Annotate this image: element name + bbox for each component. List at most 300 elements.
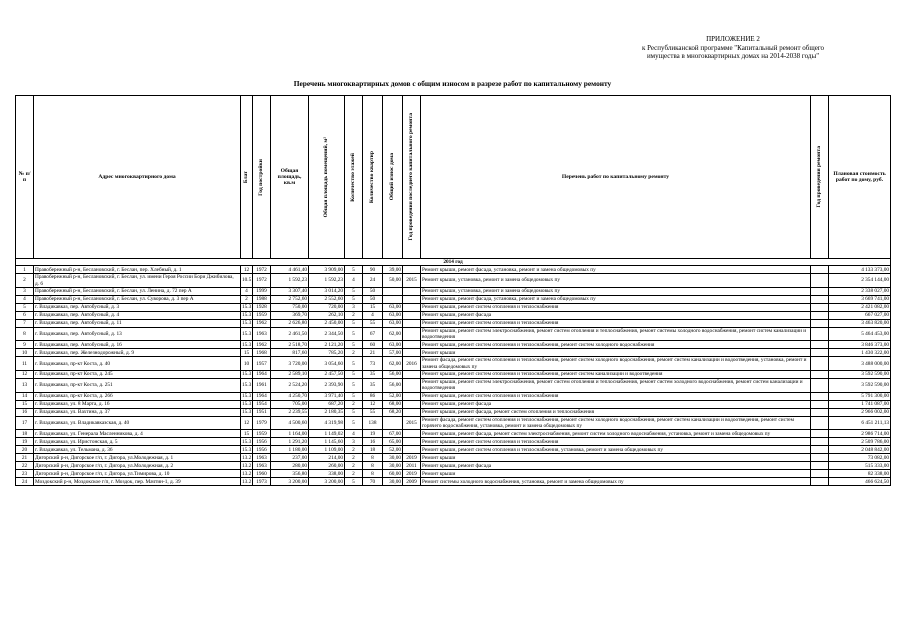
row-works: Ремонт фасада, ремонт систем отопления и теплоснабжения, ремонт систем холодного водоснабжения, ремонт систем канализации и водоотведения, ремонт систем горячего водоснабжения, установка, ремонт и замена общедомовых пу (421, 416, 811, 430)
header-apartments: Количество квартир (369, 150, 376, 204)
row-number: 4 (16, 295, 34, 303)
row-number: 13 (16, 379, 34, 393)
row-total-area: 2 589,10 (271, 371, 309, 379)
row-living-area: 2 393,90 (309, 379, 345, 393)
row-repair-year (811, 371, 829, 379)
row-year-built: 1954 (253, 400, 271, 408)
row-apartments: 138 (363, 416, 383, 430)
header-year-built: Год постройки (258, 158, 265, 196)
row-floors: 5 (345, 408, 363, 416)
row-works: Ремонт крыши, ремонт систем электроснабжения, ремонт систем отопления и теплоснабжения, ремонт системы холодного водоснабжения, ремонт систем канализации и водоотведения (421, 327, 811, 341)
row-wear: 63,00 (383, 311, 403, 319)
row-wear: 56,00 (383, 371, 403, 379)
row-last-repair: 2011 (403, 462, 421, 470)
row-living-area: 3 909,00 (309, 266, 345, 274)
row-living-area: 687,20 (309, 400, 345, 408)
row-apartments: 15 (363, 303, 383, 311)
row-works: Ремонт крыши, ремонт систем отопления и теплоснабжения, ремонт систем холодного водоснабжения (421, 341, 811, 349)
row-works: Ремонт крыши, ремонт систем отопления и теплоснабжения (421, 303, 811, 311)
table-row (16, 357, 891, 371)
row-apartments: 12 (363, 400, 383, 408)
row-floors: 5 (345, 357, 363, 371)
row-living-area: 2 121,20 (309, 341, 345, 349)
row-living-area: 4 319,98 (309, 416, 345, 430)
row-material: 13.2 (242, 470, 252, 477)
row-number: 12 (16, 371, 34, 379)
row-total-area: 2 524,20 (271, 379, 309, 393)
row-repair-year (811, 416, 829, 430)
row-number: 15 (16, 400, 34, 408)
row-works: Ремонт крыши, ремонт систем отопления и теплоснабжения, ремонт систем канализации и водоотведения (421, 371, 811, 379)
table-row (16, 392, 891, 400)
row-number: 3 (16, 287, 34, 295)
table-row (16, 446, 891, 454)
row-works: Ремонт крыши, ремонт систем отопления и теплоснабжения (421, 319, 811, 327)
row-apartments: 86 (363, 392, 383, 400)
row-address: г. Владикавказ, пер. Железнодорожный, д. 9 (34, 349, 241, 357)
row-address: г. Владикавказ, ул. Иристонская, д. 5 (34, 438, 241, 446)
row-year-built: 1972 (253, 274, 271, 288)
row-apartments: 8 (363, 470, 383, 478)
row-material: 15 (241, 430, 253, 438)
row-works: Ремонт крыши (421, 349, 811, 357)
row-cost: 2 338 027,00 (829, 287, 891, 295)
row-wear: 39,00 (383, 266, 403, 274)
row-living-area: 1 109,00 (309, 446, 345, 454)
row-wear: 62,00 (383, 327, 403, 341)
row-cost: 5 791 300,00 (829, 392, 891, 400)
row-repair-year (811, 311, 829, 319)
document-title: Перечень многоквартирных домов с общим износом в разрезе работ по капитальному ремонту (293, 79, 612, 88)
row-cost: 1 430 322,00 (829, 349, 891, 357)
row-total-area: 280,00 (271, 462, 309, 470)
row-last-repair (403, 349, 421, 357)
table-row (16, 470, 891, 478)
row-living-area: 2 344,50 (309, 327, 345, 341)
row-last-repair (403, 446, 421, 454)
row-address: Дигорский р-н, Дигорское г/п, г. Дигора, ул.Тимирова, д. 10 (34, 470, 241, 478)
row-works: Ремонт крыши, ремонт систем электроснабжения, ремонт систем отопления и теплоснабжения, ремонт систем холодного водоснабжения, ремонт систем канализации и водоотведения (421, 379, 811, 393)
row-living-area: 262,10 (309, 311, 345, 319)
row-living-area: 1 592,23 (309, 274, 345, 288)
row-last-repair (403, 327, 421, 341)
row-cost: 2 048 842,00 (829, 446, 891, 454)
row-year-built: 1963 (253, 462, 271, 470)
row-total-area: 750,00 (271, 303, 309, 311)
row-number: 18 (16, 430, 34, 438)
row-address: Моздокский р-н, Моздокское г/п, г. Моздок, пер. Мачтин-1, д. 39 (34, 478, 241, 486)
row-living-area: 3 200,00 (309, 478, 345, 486)
row-repair-year (811, 295, 829, 303)
row-floors: 5 (345, 266, 363, 274)
row-living-area: 260,00 (309, 462, 345, 470)
appendix-line-1: ПРИЛОЖЕНИЕ 2 (706, 35, 760, 43)
row-apartments: 35 (363, 371, 383, 379)
row-material: 10 (241, 357, 253, 371)
row-last-repair: 2019 (403, 454, 421, 462)
row-number: 16 (16, 408, 34, 416)
header-repair-year: Год проведения ремонта (816, 146, 823, 208)
row-number: 6 (16, 311, 34, 319)
table-row (16, 349, 891, 357)
row-total-area: 2 518,70 (271, 341, 309, 349)
header-total-area: Общая площадь, кв.м (271, 96, 309, 259)
row-material: 15.3 (242, 304, 252, 311)
row-works: Ремонт крыши, ремонт систем отопления и теплоснабжения (421, 438, 811, 446)
row-last-repair (403, 341, 421, 349)
row-floors: 3 (345, 303, 363, 311)
table-row (16, 341, 891, 349)
row-living-area: 3 014,20 (309, 287, 345, 295)
row-repair-year (811, 349, 829, 357)
row-wear (383, 416, 403, 430)
row-wear: 62,00 (383, 357, 403, 371)
row-total-area: 1 291,20 (271, 438, 309, 446)
appendix-block (608, 35, 858, 61)
row-year-built: 1960 (253, 470, 271, 478)
row-floors: 5 (345, 416, 363, 430)
row-wear: 68,20 (383, 408, 403, 416)
row-cost: 3 592 590,00 (829, 379, 891, 393)
row-address: г. Владикавказ, пер. Автобусный, д. 4 (34, 311, 241, 319)
row-total-area: 356,80 (271, 470, 309, 478)
row-material: 15.3 (242, 371, 252, 378)
header-material: Блат (243, 170, 250, 184)
row-wear: 30,00 (383, 478, 403, 486)
row-year-built: 1972 (253, 266, 271, 274)
row-total-area: 4 461,40 (271, 266, 309, 274)
row-number: 2 (16, 274, 34, 288)
row-year-built: 1959 (253, 311, 271, 319)
header-row (16, 96, 891, 259)
row-repair-year (811, 478, 829, 486)
row-year-built: 1973 (253, 478, 271, 486)
row-last-repair: 2019 (403, 470, 421, 478)
row-works: Ремонт крыши, ремонт систем отопления и теплоснабжения, установка, ремонт и замена общедомовых пу (421, 446, 811, 454)
row-apartments: 18 (363, 446, 383, 454)
row-repair-year (811, 392, 829, 400)
table-row (16, 371, 891, 379)
row-floors: 4 (345, 274, 363, 288)
row-floors: 2 (345, 470, 363, 478)
row-cost: 466 624,50 (829, 478, 891, 486)
row-total-area: 237,00 (271, 454, 309, 462)
row-number: 24 (16, 478, 34, 486)
row-material: 13.2 (242, 462, 252, 469)
row-year-built: 1959 (253, 430, 271, 438)
row-repair-year (811, 446, 829, 454)
row-floors: 4 (345, 430, 363, 438)
row-address: г. Владикавказ, пр-кт Коста, д. 40 (34, 357, 241, 371)
row-repair-year (811, 357, 829, 371)
row-floors: 5 (345, 319, 363, 327)
table-row (16, 303, 891, 311)
row-cost: 3 488 000,00 (829, 357, 891, 371)
row-total-area: 2 461,50 (271, 327, 309, 341)
appendix-line-3: имущества в многоквартирных домах на 2014-2038 годы" (646, 52, 820, 60)
row-works: Ремонт крыши, ремонт фасада, ремонт систем электроснабжения, ремонт систем холодного водоснабжения, установка, ремонт и замена общедомовых пу (421, 430, 811, 438)
row-apartments: 67 (363, 327, 383, 341)
row-works: Ремонт крыши, установка, ремонт и замена общедомовых пу (421, 287, 811, 295)
row-cost: 3 592 590,00 (829, 371, 891, 379)
row-cost: 2 509 786,00 (829, 438, 891, 446)
table-row (16, 327, 891, 341)
row-year-built: 1962 (253, 319, 271, 327)
table-row (16, 462, 891, 470)
row-material: 13.2 (242, 454, 252, 461)
header-cost: Плановая стоимость работ по дому, руб. (829, 96, 891, 259)
row-total-area: 2 752,60 (271, 295, 309, 303)
row-material: 15.3 (242, 341, 252, 348)
row-total-area: 4 250,70 (271, 392, 309, 400)
row-floors: 2 (345, 454, 363, 462)
header-works: Перечень работ по капитальному ремонту (421, 96, 811, 259)
table-row (16, 408, 891, 416)
row-total-area: 3 720,00 (271, 357, 309, 371)
table-row (16, 266, 891, 274)
row-material: 2 (241, 295, 253, 303)
header-last-repair: Год проведения последнего капитального ремонта (408, 113, 415, 241)
row-year-built: 1963 (253, 327, 271, 341)
table-row (16, 274, 891, 288)
row-total-area: 4 500,60 (271, 416, 309, 430)
row-address: Правобережный р-н, Беслановский, г. Беслан, пер. Хлебный, д. 1 (34, 266, 241, 274)
row-total-area: 705,00 (271, 400, 309, 408)
row-repair-year (811, 470, 829, 478)
row-last-repair (403, 287, 421, 295)
row-works: Ремонт крыши, ремонт фасада (421, 462, 811, 470)
row-last-repair: 2015 (403, 274, 421, 288)
row-wear: 60,00 (383, 470, 403, 478)
row-material: 15.3 (242, 409, 252, 416)
row-repair-year (811, 274, 829, 288)
row-address: Правобережный р-н, Беслановский, г. Беслан, ул. Ленина, д. 72 пер А (34, 287, 241, 295)
row-address: г. Владикавказ, ул. Владикавказская, д. 40 (34, 416, 241, 430)
row-works: Ремонт крыши, ремонт фасада, установка, ремонт и замена общедомовых пу (421, 295, 811, 303)
row-living-area: 338,00 (309, 470, 345, 478)
row-cost: 2 421 082,00 (829, 303, 891, 311)
table-row (16, 287, 891, 295)
row-wear: 63,00 (383, 319, 403, 327)
row-material: 15.3 (242, 393, 252, 400)
row-apartments: 60 (363, 341, 383, 349)
row-number: 7 (16, 319, 34, 327)
row-material: 15.3 (242, 438, 252, 445)
row-last-repair (403, 430, 421, 438)
row-address: г. Владикавказ, ул. Вахтина, д. 37 (34, 408, 241, 416)
row-apartments: 55 (363, 319, 383, 327)
row-total-area: 1 164,00 (271, 430, 309, 438)
row-year-built: 1956 (253, 446, 271, 454)
row-last-repair (403, 400, 421, 408)
row-number: 22 (16, 462, 34, 470)
row-material: 15.3 (241, 379, 253, 393)
row-number: 10 (16, 349, 34, 357)
row-wear: 30,00 (383, 462, 403, 470)
row-address: г. Владикавказ, пер. Автобусный, д. 11 (34, 319, 241, 327)
table-row (16, 478, 891, 486)
row-material: 12 (241, 416, 253, 430)
row-last-repair (403, 319, 421, 327)
row-last-repair (403, 371, 421, 379)
row-apartments: 24 (363, 274, 383, 288)
header-wear: Общий износ дома (389, 153, 396, 201)
row-floors: 2 (345, 400, 363, 408)
row-works: Ремонт крыши, ремонт фасада, ремонт систем отопления и теплоснабжения (421, 408, 811, 416)
row-wear: 52,00 (383, 446, 403, 454)
row-material: 15.3 (241, 327, 253, 341)
row-last-repair (403, 295, 421, 303)
row-wear: 52,00 (383, 392, 403, 400)
row-repair-year (811, 319, 829, 327)
row-works: Ремонт крыши (421, 470, 811, 478)
row-address: Дигорский р-н, Дигорское г/п, г. Дигора, ул.Молодежная, д. 1 (34, 454, 241, 462)
table-row (16, 319, 891, 327)
row-address: Правобережный р-н, Беслановский, г. Беслан, ул. имени Героя России Бори Джибилова, д. 6 (34, 274, 241, 288)
row-year-built: 1968 (253, 349, 271, 357)
row-year-built: 1951 (253, 408, 271, 416)
row-number: 5 (16, 303, 34, 311)
row-living-area: 2 180,35 (309, 408, 345, 416)
row-year-built: 1964 (253, 392, 271, 400)
row-floors: 5 (345, 295, 363, 303)
row-cost: 4 133 373,00 (829, 266, 891, 274)
row-material: 15.3 (242, 320, 252, 327)
row-repair-year (811, 287, 829, 295)
row-number: 8 (16, 327, 34, 341)
row-living-area: 1 145,60 (309, 438, 345, 446)
row-year-built: 1962 (253, 341, 271, 349)
buildings-table (15, 95, 891, 486)
row-living-area: 3 054,60 (309, 357, 345, 371)
header-address: Адрес многоквартирного дома (34, 96, 241, 259)
row-number: 1 (16, 266, 34, 274)
row-repair-year (811, 341, 829, 349)
row-floors: 2 (345, 462, 363, 470)
row-apartments: 8 (363, 462, 383, 470)
row-works: Ремонт крыши, установка, ремонт и замена общедомовых пу (421, 274, 811, 288)
row-apartments: 16 (363, 438, 383, 446)
row-material: 15.3 (242, 312, 252, 319)
row-wear (383, 287, 403, 295)
row-wear: 65,00 (383, 438, 403, 446)
row-material: 15.3 (242, 446, 252, 453)
row-cost: 2 354 144,00 (829, 274, 891, 288)
row-address: г. Владикавказ, ул. 8 Марта, д. 16 (34, 400, 241, 408)
row-material: 10.5 (241, 274, 253, 288)
row-address: г. Владикавказ, ул. Генерала Масленникова, д. 4 (34, 430, 241, 438)
row-repair-year (811, 438, 829, 446)
row-apartments: 50 (363, 295, 383, 303)
row-living-area: 1 149,02 (309, 430, 345, 438)
row-total-area: 3 200,00 (271, 478, 309, 486)
row-repair-year (811, 379, 829, 393)
row-total-area: 3 307,40 (271, 287, 309, 295)
row-cost: 6 451 211,13 (829, 416, 891, 430)
row-last-repair (403, 438, 421, 446)
row-works: Ремонт системы холодного водоснабжения, установка, ремонт и замена общедомовых пу (421, 478, 811, 486)
row-floors: 2 (345, 446, 363, 454)
row-floors: 3 (345, 438, 363, 446)
row-last-repair: 2015 (403, 416, 421, 430)
row-year-built: 1928 (253, 303, 271, 311)
row-year-built: 1963 (253, 454, 271, 462)
table-row (16, 454, 891, 462)
row-repair-year (811, 454, 829, 462)
row-wear: 68,00 (383, 400, 403, 408)
row-number: 9 (16, 341, 34, 349)
row-last-repair (403, 379, 421, 393)
row-apartments: 50 (363, 287, 383, 295)
row-last-repair: 2009 (403, 478, 421, 486)
row-works: Ремонт крыши, ремонт систем отопления и теплоснабжения (421, 392, 811, 400)
year-row (16, 259, 891, 266)
row-total-area: 369,70 (271, 311, 309, 319)
table-row (16, 416, 891, 430)
row-apartments: 55 (363, 408, 383, 416)
row-wear: 56,00 (383, 379, 403, 393)
table-row (16, 430, 891, 438)
row-last-repair (403, 303, 421, 311)
row-address: г. Владикавказ, пер. Автобусный, д. 3 (34, 303, 241, 311)
table-row (16, 438, 891, 446)
row-wear: 50,00 (383, 274, 403, 288)
row-floors: 2 (345, 311, 363, 319)
table-row (16, 295, 891, 303)
row-repair-year (811, 303, 829, 311)
row-living-area: 720,00 (309, 303, 345, 311)
row-year-built: 1979 (253, 416, 271, 430)
row-material: 15 (241, 349, 253, 357)
row-wear (383, 295, 403, 303)
row-floors: 2 (345, 349, 363, 357)
row-address: г. Владикавказ, пер. Автобусный, д. 16 (34, 341, 241, 349)
row-apartments: 73 (363, 357, 383, 371)
row-cost: 1 741 087,00 (829, 400, 891, 408)
row-living-area: 3 971,40 (309, 392, 345, 400)
row-repair-year (811, 462, 829, 470)
row-apartments: 35 (363, 379, 383, 393)
row-year-built: 1988 (253, 295, 271, 303)
row-cost: 82 338,00 (829, 470, 891, 478)
table-row (16, 400, 891, 408)
row-address: г. Владикавказ, пр-кт Коста, д. 266 (34, 392, 241, 400)
row-address: г. Владикавказ, ул. Тельмана, д. 36 (34, 446, 241, 454)
row-floors: 5 (345, 371, 363, 379)
row-works: Ремонт крыши, ремонт фасада, установка, ремонт и замена общедомовых пу (421, 266, 811, 274)
table-row (16, 379, 891, 393)
row-repair-year (811, 266, 829, 274)
row-material: 15.3 (242, 401, 252, 408)
row-floors: 5 (345, 341, 363, 349)
row-wear: 67,00 (383, 430, 403, 438)
row-total-area: 1 592,23 (271, 274, 309, 288)
row-living-area: 2 457,50 (309, 371, 345, 379)
row-cost: 3 669 741,00 (829, 295, 891, 303)
row-cost: 2 966 002,00 (829, 408, 891, 416)
row-address: Правобережный р-н, Беслановский, г. Беслан, ул. Суворова, д. 3 пер А (34, 295, 241, 303)
row-number: 20 (16, 446, 34, 454)
row-last-repair: 2016 (403, 357, 421, 371)
row-address: г. Владикавказ, пр-кт Коста, д. 245 (34, 371, 241, 379)
row-material: 4 (241, 287, 253, 295)
row-material: 12 (241, 266, 253, 274)
row-number: 19 (16, 438, 34, 446)
row-living-area: 785,20 (309, 349, 345, 357)
row-repair-year (811, 430, 829, 438)
row-floors: 5 (345, 478, 363, 486)
row-repair-year (811, 327, 829, 341)
